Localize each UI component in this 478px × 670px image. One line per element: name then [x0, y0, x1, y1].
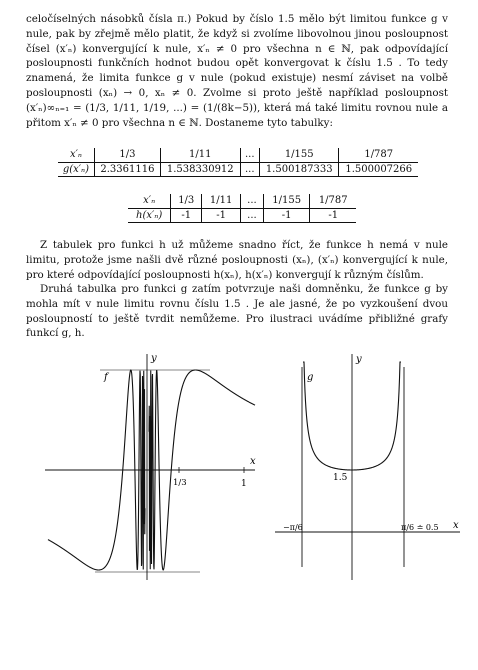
paragraph-3: Druhá tabulka pro funkci g zatím potvrzuje naši domněnku, že funkce g by mohla mít v nule limitu rovnu číslu 1.5 . Je ale jasné, že po vyzkoušení dvou posloupností to ještě tvrdit nemůžeme. Pro ilustraci uvádíme přibližné grafy funkcí g, h.: [26, 283, 448, 340]
tick-label-left: −π/6: [283, 523, 303, 532]
table-cell: 1/155: [263, 194, 310, 208]
tick-label-one: 1: [241, 479, 247, 489]
table-cell: 1/787: [310, 194, 356, 208]
table-cell: -1: [171, 208, 202, 222]
axis-y-label: y: [151, 353, 157, 364]
tick-label-right: π/6 ≐ 0.5: [401, 523, 439, 532]
paragraph-1: celočíselných násobků čísla π.) Pokud by číslo 1.5 mělo být limitou funkce g v nule, pak by zřejmě mělo platit, že když si zvolíme libovolnou jinou posloupnost čísel (x′ₙ) konvergující k nule, x′ₙ ≠ 0 pro všechna n ∈ ℕ, pak odpovídající posloupnosti funkčních hodnot budou opět konvergovat k číslu 1.5 . To tedy znamená, že limita funkce g v nule (pokud existuje) nesmí záviset na volbě posloupnosti (xₙ) → 0, xₙ ≠ 0. Zvolme si proto ještě například posloupnost (x′ₙ)∞ₙ₌₁ = (1/3, 1/11, 1/19, ...) = (1/(8k−5)), která má také limitu rovnou nule a přitom x′ₙ ≠ 0 pro všechna n ∈ ℕ. Dostaneme tyto tabulky:: [26, 13, 448, 129]
table-h-values: [128, 194, 356, 223]
table-cell: ...: [240, 194, 263, 208]
table-row: [58, 148, 418, 162]
paragraph-2: Z tabulek pro funkci h už můžeme snadno říct, že funkce h nemá v nule limitu, protože jsme našli dvě různé posloupnosti (xₙ), (x′ₙ) konvergující k nule, pro které odpovídající posloupnosti h(xₙ), h(x′ₙ) konvergují k různým číslům.: [26, 239, 448, 281]
table-cell: 2.3361116: [94, 162, 160, 176]
table-cell: -1: [202, 208, 241, 222]
table-cell: -1: [263, 208, 310, 222]
table-cell: 1/155: [259, 148, 339, 162]
axis-x-label: x: [453, 520, 459, 531]
table-cell: ...: [240, 208, 263, 222]
table-row: [128, 208, 356, 222]
row-label: h(x′ₙ): [128, 208, 171, 222]
table-cell: 1/3: [171, 194, 202, 208]
tick-label-one-third: 1/3: [173, 478, 187, 488]
function-label: f: [104, 372, 108, 383]
table-row: [58, 162, 418, 176]
table-cell: -1: [310, 208, 356, 222]
table-row: [128, 194, 356, 208]
function-label: g: [307, 372, 314, 383]
row-label: x′ₙ: [128, 194, 171, 208]
table-cell: 1/11: [202, 194, 241, 208]
table-cell: 1/11: [161, 148, 241, 162]
table-cell: 1/3: [94, 148, 160, 162]
row-label: g(x′ₙ): [58, 162, 94, 176]
table-cell: 1/787: [339, 148, 418, 162]
axis-y-label: y: [356, 354, 362, 365]
row-label: x′ₙ: [58, 148, 94, 162]
value-label: 1.5: [333, 473, 348, 483]
axis-x-label: x: [250, 456, 256, 467]
table-g-values: [58, 148, 418, 177]
table-cell: ...: [240, 148, 259, 162]
table-cell: ...: [240, 162, 259, 176]
table-cell: 1.500187333: [259, 162, 339, 176]
graph-oscillating: [40, 352, 260, 582]
table-cell: 1.500007266: [339, 162, 418, 176]
table-cell: 1.538330912: [161, 162, 241, 176]
graph-g: [270, 352, 465, 582]
